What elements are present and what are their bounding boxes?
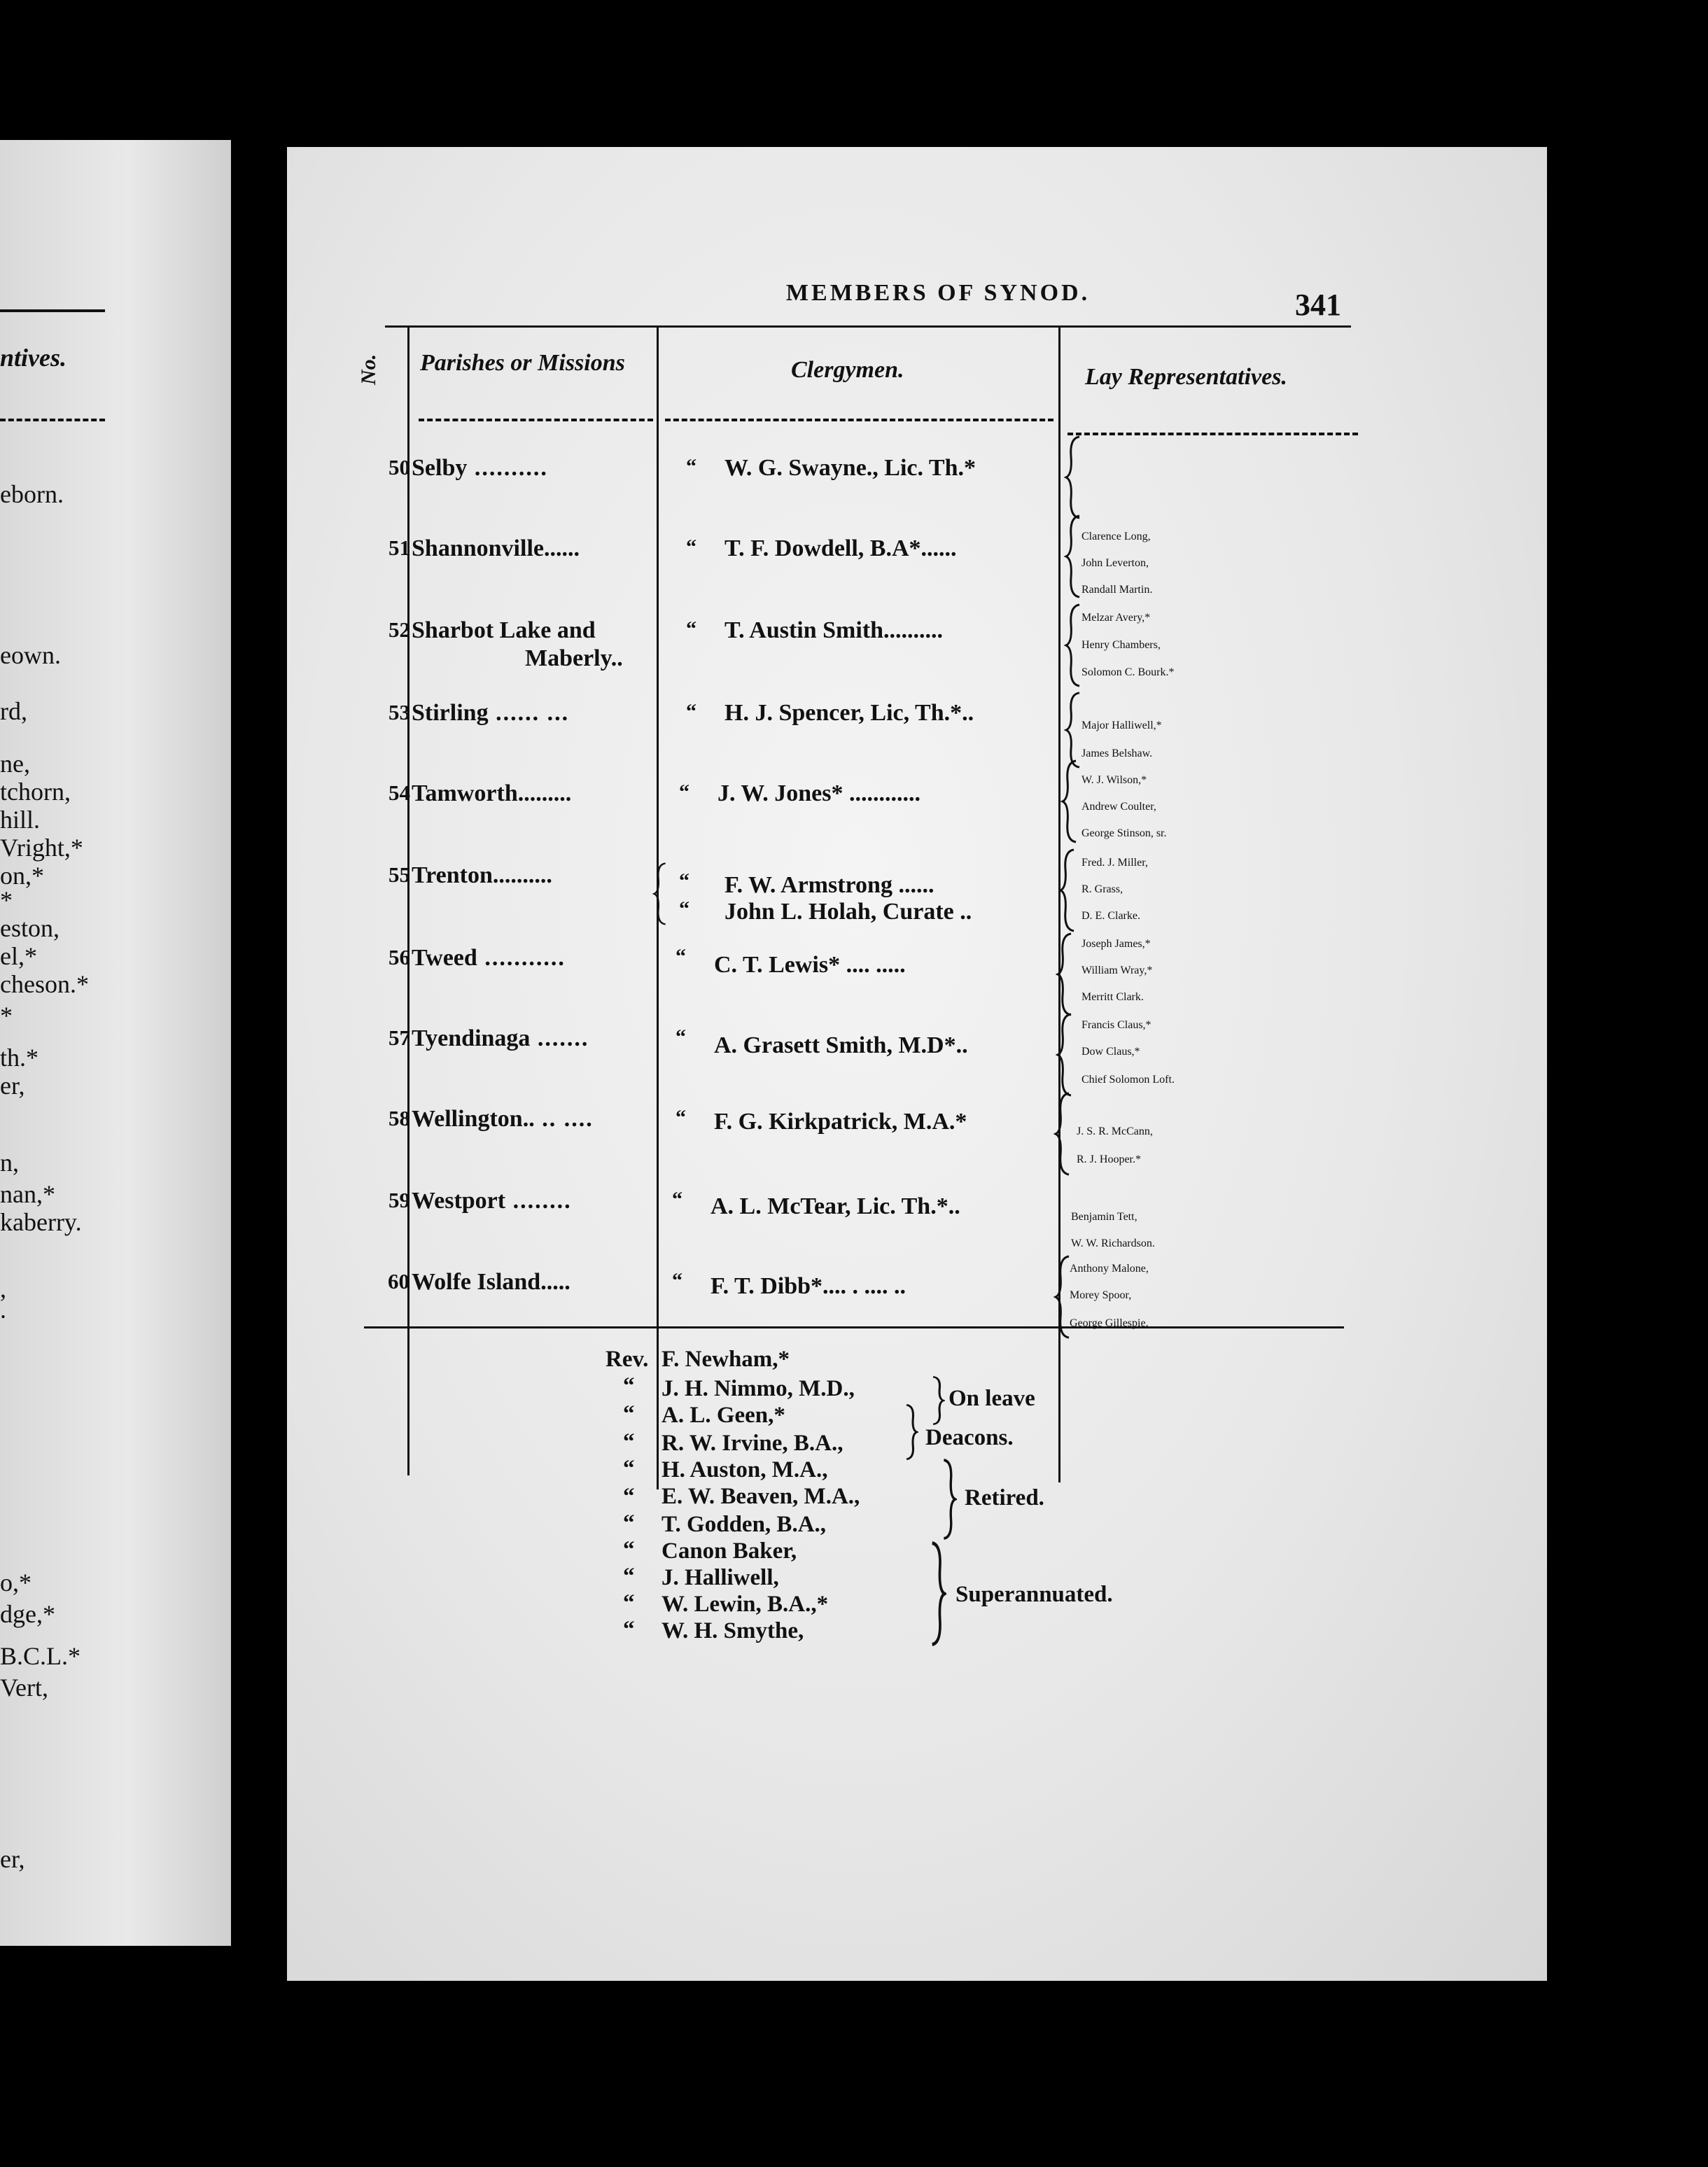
ditto-mark: “ — [623, 1617, 635, 1642]
parish-name: Wolfe Island..... — [412, 1269, 570, 1295]
ditto-mark: “ — [686, 535, 696, 559]
lay-representative: John Leverton, — [1082, 557, 1149, 569]
footer-name: T. Godden, B.A., — [662, 1512, 827, 1537]
lay-representative: W. W. Richardson. — [1071, 1237, 1155, 1249]
lay-representative: Major Halliwell,* — [1082, 720, 1162, 731]
ditto-mark: “ — [623, 1456, 635, 1481]
column-rule-no — [407, 328, 410, 1475]
footer-name: F. Newham,* — [662, 1347, 790, 1372]
ditto-mark: “ — [623, 1373, 635, 1398]
previous-page-line: th.* — [0, 1044, 39, 1072]
lay-representative: W. J. Wilson,* — [1082, 774, 1147, 786]
previous-page-line: dge,* — [0, 1600, 55, 1628]
column-header-clergymen: Clergymen. — [791, 357, 904, 383]
lay-representative: Chief Solomon Loft. — [1082, 1074, 1175, 1086]
previous-page-line: eston, — [0, 914, 59, 942]
previous-page-line: cheson.* — [0, 970, 89, 998]
lay-representative: George Gillespie. — [1070, 1317, 1149, 1329]
previous-page-line: er, — [0, 1072, 25, 1100]
ditto-mark: “ — [686, 700, 696, 723]
row-number: 58 — [388, 1106, 410, 1130]
previous-page-line: kaberry. — [0, 1208, 82, 1236]
parish-name: Westport ........ — [412, 1188, 572, 1214]
row-number: 56 — [388, 945, 410, 969]
row-number: 50 — [388, 455, 410, 479]
previous-page-line: eown. — [0, 641, 61, 669]
header-underline-lay — [1068, 433, 1358, 435]
parish-name: Tamworth......... — [412, 780, 572, 806]
lay-representative: Clarence Long, — [1082, 531, 1151, 542]
brace — [652, 862, 668, 925]
row-number: 54 — [388, 780, 410, 805]
brace — [1054, 1092, 1072, 1176]
lay-representative: Henry Chambers, — [1082, 639, 1161, 651]
table-row — [287, 1025, 1547, 1058]
ditto-mark: “ — [672, 1188, 682, 1211]
previous-page-line: on,* — [0, 862, 44, 890]
table-top-rule — [385, 325, 1351, 328]
lay-representative: Fred. J. Miller, — [1082, 857, 1148, 869]
parish-name: Trenton.......... — [412, 862, 552, 888]
rev-prefix: Rev. — [606, 1347, 649, 1372]
clergyman: John L. Holah, Curate .. — [724, 899, 972, 925]
row-number: 51 — [388, 535, 410, 560]
table-row — [287, 945, 1547, 978]
clergyman: W. G. Swayne., Lic. Th.* — [724, 455, 976, 481]
lay-representative: Merritt Clark. — [1082, 991, 1144, 1003]
lay-representative: William Wray,* — [1082, 965, 1153, 976]
lay-representative: Joseph James,* — [1082, 938, 1151, 950]
lay-representative: R. Grass, — [1082, 883, 1124, 895]
lay-representative: J. S. R. McCann, — [1077, 1125, 1153, 1137]
footer-name: W. H. Smythe, — [662, 1618, 804, 1643]
brace — [1064, 514, 1082, 598]
previous-page-line: tchorn, — [0, 778, 71, 806]
previous-page-line: Vright,* — [0, 834, 83, 862]
column-header-lay: Lay Representatives. — [1085, 364, 1287, 390]
ditto-mark: “ — [676, 1106, 686, 1129]
previous-page-rule — [0, 309, 105, 312]
table-row — [287, 700, 1547, 728]
clergyman: H. J. Spencer, Lic, Th.*.. — [724, 700, 974, 726]
header-underline-clergymen — [665, 419, 1054, 421]
parish-name: Tweed ........... — [412, 945, 566, 971]
clergyman: A. L. McTear, Lic. Th.*.. — [710, 1193, 960, 1219]
book-page — [287, 147, 1547, 1981]
clergyman: F. W. Armstrong ...... — [724, 872, 934, 898]
ditto-mark: “ — [679, 780, 690, 804]
parish-name-continued: Maberly.. — [525, 645, 623, 671]
previous-page-line: hill. — [0, 806, 41, 834]
previous-page-line: el,* — [0, 942, 37, 970]
table-row — [287, 617, 1547, 671]
brace — [930, 1541, 946, 1646]
table-row — [287, 455, 1547, 483]
lay-representative: Solomon C. Bourk.* — [1082, 666, 1175, 678]
ditto-mark: “ — [679, 869, 690, 892]
parish-name: Sharbot Lake and — [412, 617, 596, 643]
lay-representative: Francis Claus,* — [1082, 1019, 1152, 1031]
previous-page-dashed-rule — [0, 419, 105, 421]
row-number: 59 — [388, 1188, 410, 1212]
previous-page-header: ntives. — [0, 344, 66, 372]
brace — [1056, 932, 1074, 1016]
brace — [1060, 759, 1079, 843]
lay-representative: Morey Spoor, — [1070, 1289, 1132, 1301]
lay-representative: James Belshaw. — [1082, 748, 1153, 759]
ditto-mark: “ — [672, 1269, 682, 1292]
table-row — [287, 535, 1547, 563]
parish-name: Stirling ...... ... — [412, 700, 570, 726]
parish-name: Tyendinaga ....... — [412, 1025, 589, 1051]
clergyman: T. Austin Smith.......... — [724, 617, 944, 643]
ditto-mark: “ — [623, 1510, 635, 1536]
previous-page-line: * — [0, 1002, 13, 1030]
brace — [1064, 435, 1082, 519]
ditto-mark: “ — [623, 1484, 635, 1509]
previous-page-line: . — [0, 1296, 6, 1324]
lay-representative: Andrew Coulter, — [1082, 801, 1156, 813]
group-label-deacons: Deacons. — [925, 1425, 1014, 1450]
lay-representative: Dow Claus,* — [1082, 1046, 1140, 1058]
parish-name: Wellington.. .. .... — [412, 1106, 594, 1132]
lay-representative: Melzar Avery,* — [1082, 612, 1151, 624]
column-header-parishes: Parishes or Missions — [420, 350, 625, 376]
ditto-mark: “ — [623, 1429, 635, 1454]
brace — [1056, 1013, 1074, 1097]
brace — [904, 1404, 918, 1460]
lay-representative: Randall Martin. — [1082, 584, 1153, 596]
clergyman: J. W. Jones* ............ — [718, 780, 920, 806]
lay-representative: George Stinson, sr. — [1082, 827, 1167, 839]
group-label-retired: Retired. — [965, 1485, 1044, 1510]
table-bottom-rule — [364, 1326, 1344, 1328]
brace — [941, 1459, 957, 1540]
footer-name: R. W. Irvine, B.A., — [662, 1431, 844, 1456]
brace — [1064, 603, 1082, 687]
ditto-mark: “ — [686, 617, 696, 640]
footer-name: Canon Baker, — [662, 1538, 797, 1564]
ditto-mark: “ — [676, 1025, 686, 1049]
previous-page-line: eborn. — [0, 480, 64, 508]
parish-name: Selby .......... — [412, 455, 548, 481]
previous-page-line: ne, — [0, 750, 30, 778]
header-underline-parishes — [419, 419, 653, 421]
previous-page-fragment — [0, 140, 231, 1946]
group-label-on-leave: On leave — [948, 1386, 1035, 1411]
parish-name: Shannonville...... — [412, 535, 580, 561]
clergyman: F. T. Dibb*.... . .... .. — [710, 1273, 906, 1299]
ditto-mark: “ — [623, 1401, 635, 1426]
previous-page-line: * — [0, 886, 13, 914]
row-number: 53 — [388, 700, 410, 724]
brace — [931, 1376, 945, 1425]
previous-page-line: n, — [0, 1149, 19, 1177]
ditto-mark: “ — [623, 1590, 635, 1615]
lay-representative: Benjamin Tett, — [1071, 1211, 1138, 1223]
previous-page-line: o,* — [0, 1569, 31, 1597]
clergyman: A. Grasett Smith, M.D*.. — [714, 1032, 968, 1058]
footer-name: J. H. Nimmo, M.D., — [662, 1376, 855, 1401]
ditto-mark: “ — [623, 1537, 635, 1562]
footer-name: E. W. Beaven, M.A., — [662, 1484, 860, 1509]
column-header-no: No. — [357, 353, 380, 385]
clergyman: F. G. Kirkpatrick, M.A.* — [714, 1109, 967, 1135]
previous-page-line: rd, — [0, 697, 27, 725]
row-number: 60 — [388, 1269, 410, 1293]
ditto-mark: “ — [686, 455, 696, 478]
row-number: 55 — [388, 862, 410, 887]
clergyman: C. T. Lewis* .... ..... — [714, 952, 906, 978]
lay-representative: D. E. Clarke. — [1082, 910, 1140, 922]
table-row — [287, 1106, 1547, 1134]
footer-name: A. L. Geen,* — [662, 1403, 785, 1428]
ditto-mark: “ — [676, 945, 686, 968]
row-number: 57 — [388, 1025, 410, 1050]
brace — [1064, 692, 1082, 769]
table-row — [287, 780, 1547, 808]
brace — [1058, 848, 1077, 932]
footer-name: W. Lewin, B.A.,* — [662, 1592, 829, 1617]
lay-representative: Anthony Malone, — [1070, 1263, 1149, 1275]
group-label-superannuated: Superannuated. — [955, 1582, 1113, 1607]
previous-page-line: Vert, — [0, 1674, 48, 1702]
previous-page-line: , — [0, 1275, 6, 1303]
previous-page-line: nan,* — [0, 1180, 55, 1208]
running-head: MEMBERS OF SYNOD. — [785, 280, 1091, 306]
row-number: 52 — [388, 617, 410, 642]
page-number: 341 — [1295, 288, 1341, 322]
footer-name: H. Auston, M.A., — [662, 1457, 828, 1482]
ditto-mark: “ — [679, 897, 690, 920]
ditto-mark: “ — [623, 1564, 635, 1589]
previous-page-line: B.C.L.* — [0, 1642, 81, 1670]
lay-representative: R. J. Hooper.* — [1077, 1153, 1141, 1165]
footer-name: J. Halliwell, — [662, 1565, 779, 1590]
table-row — [287, 1269, 1547, 1297]
clergyman: T. F. Dowdell, B.A*...... — [724, 535, 957, 561]
previous-page-line: er, — [0, 1845, 25, 1873]
